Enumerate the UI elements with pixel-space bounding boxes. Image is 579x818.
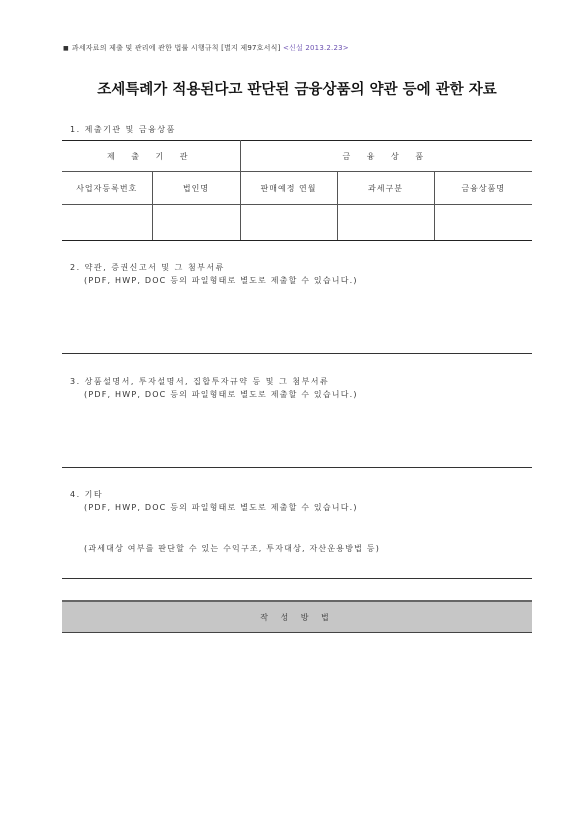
section-2-label: 2. 약관, 증권신고서 및 그 첨부서류 — [70, 263, 225, 272]
revision-note: <신설 2013.2.23> — [282, 44, 349, 52]
law-reference — [63, 43, 349, 53]
table-row — [62, 205, 532, 241]
form-title: 조세특례가 적용된다고 판단된 금융상품의 약관 등에 관한 자료 — [97, 82, 497, 98]
section-2-divider — [62, 353, 532, 354]
corporation-name-cell[interactable] — [152, 205, 240, 241]
section-3-note: (PDF, HWP, DOC 등의 파일형태로 별도로 제출할 수 있습니다.) — [84, 390, 358, 399]
tax-class-cell[interactable] — [337, 205, 434, 241]
section-3-divider — [62, 467, 532, 468]
sale-month-cell[interactable] — [240, 205, 337, 241]
submission-table — [62, 140, 532, 241]
group-header-product: 금 융 상 품 — [240, 141, 532, 172]
group-header-institution: 제 출 기 관 — [62, 141, 240, 172]
section-4-note: (PDF, HWP, DOC 등의 파일형태로 별도로 제출할 수 있습니다.) — [84, 503, 358, 512]
business-number-cell[interactable] — [62, 205, 152, 241]
section-2-note: (PDF, HWP, DOC 등의 파일형태로 별도로 제출할 수 있습니다.) — [84, 276, 358, 285]
product-name-cell[interactable] — [434, 205, 532, 241]
bullet-square-icon: ■ — [63, 45, 69, 52]
column-header-product-name: 금융상품명 — [434, 172, 532, 205]
column-header-corporation-name: 법인명 — [152, 172, 240, 205]
column-header-tax-class: 과세구분 — [337, 172, 434, 205]
section-4-label: 4. 기타 — [70, 490, 104, 499]
column-header-sale-month: 판매예정 연월 — [240, 172, 337, 205]
column-header-business-number: 사업자등록번호 — [62, 172, 152, 205]
section-1-label: 1. 제출기관 및 금융상품 — [70, 125, 176, 134]
section-4-example: (과세대상 여부를 판단할 수 있는 수익구조, 투자대상, 자산운용방법 등) — [84, 544, 381, 553]
section-4-divider — [62, 578, 532, 579]
section-3-label: 3. 상품설명서, 투자설명서, 집합투자규약 등 및 그 첨부서류 — [70, 377, 330, 386]
writing-method-header: 작 성 방 법 — [62, 600, 532, 633]
law-reference-text: 과세자료의 제출 및 관리에 관한 법률 시행규칙 [별지 제97호서식] — [71, 44, 281, 52]
